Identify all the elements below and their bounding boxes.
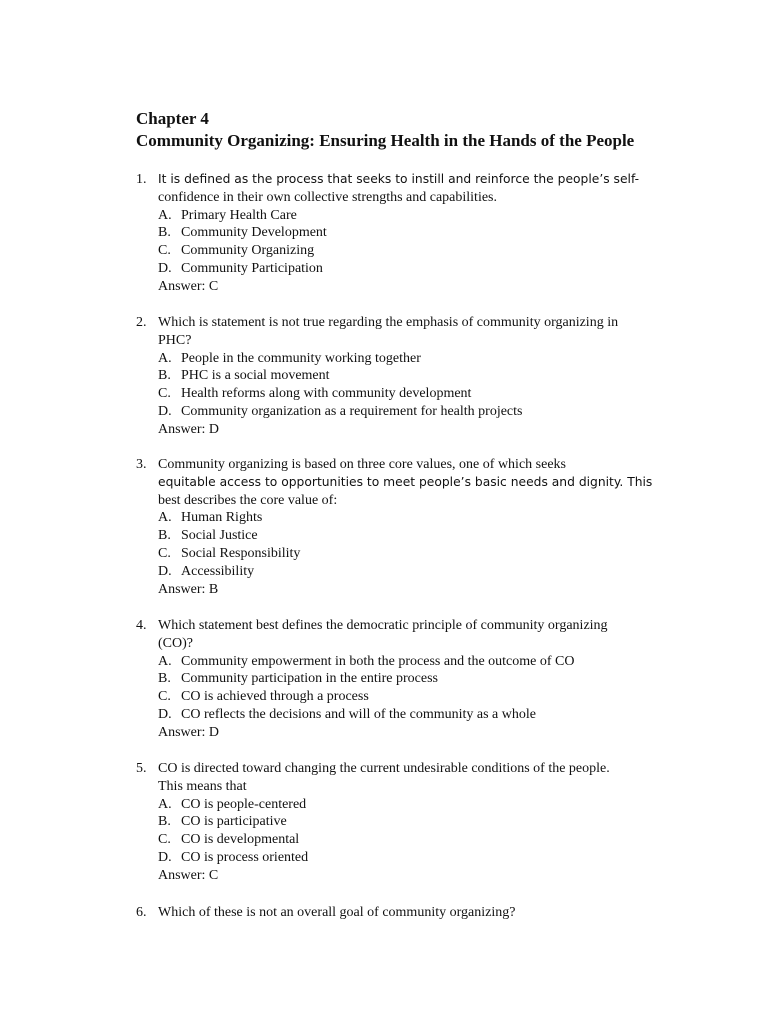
option-letter: B. bbox=[158, 528, 171, 544]
option-d bbox=[136, 849, 666, 867]
question-text-line: confidence in their own collective strengths and capabilities. bbox=[158, 189, 497, 205]
option-letter: C. bbox=[158, 545, 171, 561]
option-letter: D. bbox=[158, 260, 172, 276]
option-letter: B. bbox=[158, 814, 171, 830]
option-text: Community Organizing bbox=[181, 243, 315, 259]
question-text-line: (CO)? bbox=[158, 635, 193, 651]
question-stem bbox=[136, 314, 666, 350]
option-letter: C. bbox=[158, 386, 171, 402]
option-a bbox=[136, 796, 666, 814]
question-text-line: Community organizing is based on three core values, one of which seeks bbox=[158, 457, 566, 472]
option-letter: D. bbox=[158, 403, 172, 419]
question-stem bbox=[136, 171, 666, 207]
chapter-title: Community Organizing: Ensuring Health in the Hands of the People bbox=[136, 131, 635, 150]
option-letter: D. bbox=[158, 706, 172, 722]
question-number: 3. bbox=[136, 457, 147, 472]
option-c bbox=[136, 545, 666, 563]
option-letter: A. bbox=[158, 207, 172, 223]
question-number: 1. bbox=[136, 172, 147, 187]
option-letter: B. bbox=[158, 671, 171, 687]
option-text: Health reforms along with community development bbox=[181, 386, 472, 402]
option-letter: D. bbox=[158, 563, 172, 579]
question-stem bbox=[136, 617, 666, 653]
question-6 bbox=[136, 904, 666, 922]
option-letter: B. bbox=[158, 225, 171, 241]
option-text: Primary Health Care bbox=[181, 207, 297, 223]
option-d bbox=[136, 403, 666, 421]
answer-line: Answer: C bbox=[158, 278, 219, 294]
answer-line: Answer: D bbox=[158, 724, 220, 740]
option-letter: D. bbox=[158, 849, 172, 865]
option-text: CO is achieved through a process bbox=[181, 689, 369, 705]
question-text-line: This means that bbox=[158, 778, 247, 794]
option-letter: C. bbox=[158, 832, 171, 848]
option-text: Accessibility bbox=[181, 563, 255, 579]
option-d bbox=[136, 260, 666, 278]
option-d bbox=[136, 563, 666, 581]
question-stem bbox=[136, 456, 666, 509]
option-c bbox=[136, 242, 666, 260]
question-number: 4. bbox=[136, 618, 147, 633]
option-text: CO is participative bbox=[181, 814, 287, 830]
question-stem bbox=[136, 904, 666, 922]
option-letter: A. bbox=[158, 350, 172, 366]
option-letter: A. bbox=[158, 653, 172, 669]
question-5 bbox=[136, 760, 666, 885]
option-c bbox=[136, 688, 666, 706]
question-1 bbox=[136, 171, 666, 296]
option-text: Community participation in the entire process bbox=[181, 671, 438, 687]
option-letter: A. bbox=[158, 510, 172, 526]
chapter-label: Chapter 4 bbox=[136, 109, 209, 128]
answer-line: Answer: B bbox=[158, 581, 219, 597]
option-text: CO is people-centered bbox=[181, 796, 307, 812]
option-text: CO is developmental bbox=[181, 832, 300, 848]
question-3 bbox=[136, 456, 666, 598]
option-text: CO reflects the decisions and will of the community as a whole bbox=[181, 706, 536, 722]
option-text: Community empowerment in both the process and the outcome of CO bbox=[181, 653, 575, 669]
option-text: Human Rights bbox=[181, 510, 263, 526]
option-b bbox=[136, 224, 666, 242]
option-text: Community Development bbox=[181, 225, 327, 241]
question-4 bbox=[136, 617, 666, 742]
option-c bbox=[136, 385, 666, 403]
option-text: Social Responsibility bbox=[181, 545, 301, 561]
question-stem bbox=[136, 760, 666, 796]
question-text-line: It is defined as the process that seeks to instill and reinforce the people’s self- bbox=[158, 172, 640, 186]
option-letter: C. bbox=[158, 689, 171, 705]
question-text-line: PHC? bbox=[158, 332, 192, 348]
option-b bbox=[136, 670, 666, 688]
option-letter: A. bbox=[158, 796, 172, 812]
option-a bbox=[136, 350, 666, 368]
option-letter: C. bbox=[158, 243, 171, 259]
question-number: 5. bbox=[136, 761, 147, 776]
option-text: Community Participation bbox=[181, 260, 323, 276]
question-text-line: Which statement best defines the democratic principle of community organizing bbox=[158, 618, 608, 633]
question-number: 6. bbox=[136, 905, 147, 920]
option-letter: B. bbox=[158, 368, 171, 384]
question-text-line: equitable access to opportunities to meet people’s basic needs and dignity. This bbox=[158, 474, 653, 489]
question-text-line: CO is directed toward changing the current undesirable conditions of the people. bbox=[158, 761, 610, 776]
option-a bbox=[136, 207, 666, 225]
option-text: People in the community working together bbox=[181, 350, 421, 366]
answer-line: Answer: C bbox=[158, 867, 219, 883]
option-a bbox=[136, 509, 666, 527]
option-text: CO is process oriented bbox=[181, 849, 309, 865]
option-text: Social Justice bbox=[181, 528, 258, 544]
question-number: 2. bbox=[136, 315, 147, 330]
answer-line: Answer: D bbox=[158, 421, 220, 437]
option-a bbox=[136, 653, 666, 671]
option-b bbox=[136, 813, 666, 831]
option-text: Community organization as a requirement for health projects bbox=[181, 403, 523, 419]
option-text: PHC is a social movement bbox=[181, 368, 330, 384]
option-b bbox=[136, 367, 666, 385]
option-d bbox=[136, 706, 666, 724]
question-text-line: Which of these is not an overall goal of community organizing? bbox=[158, 905, 516, 920]
question-text-line: best describes the core value of: bbox=[158, 492, 338, 508]
option-b bbox=[136, 527, 666, 545]
option-c bbox=[136, 831, 666, 849]
chapter-heading bbox=[136, 108, 746, 152]
question-text-line: Which is statement is not true regarding the emphasis of community organizing in bbox=[158, 315, 619, 330]
question-2 bbox=[136, 314, 666, 439]
